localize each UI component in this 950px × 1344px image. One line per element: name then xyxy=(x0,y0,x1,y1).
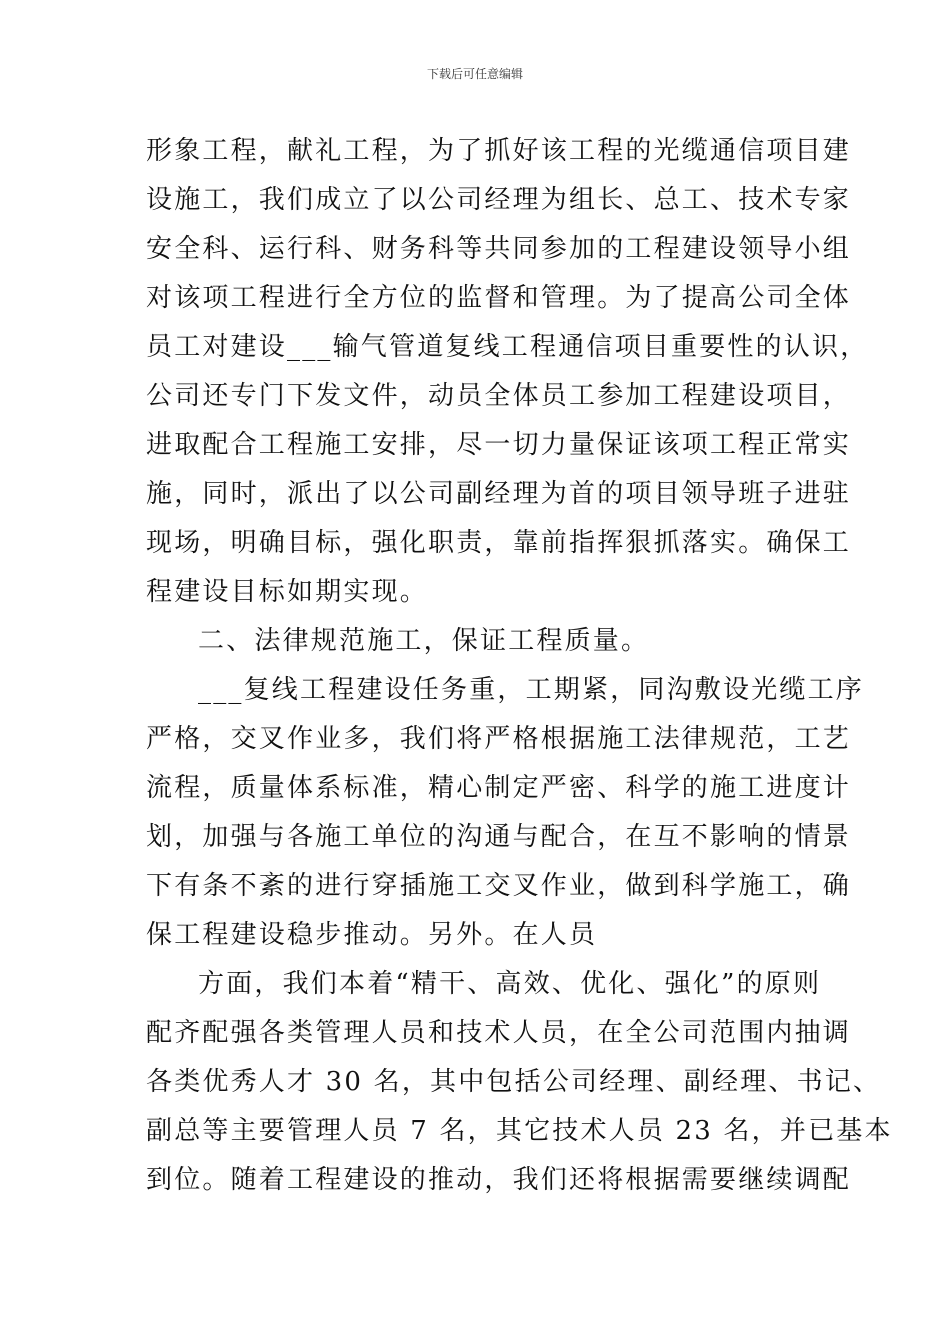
text-line: 形象工程，献礼工程，为了抓好该工程的光缆通信项目建 xyxy=(146,136,852,166)
text-line: 安全科、运行科、财务科等共同参加的工程建设领导小组 xyxy=(146,234,852,264)
text-line: 对该项工程进行全方位的监督和管理。为了提高公司全体 xyxy=(146,283,852,313)
section-heading: 二、法律规范施工，保证工程质量。 xyxy=(198,626,650,656)
text-line: 副总等主要管理人员 7 名，其它技术人员 23 名，并已基本 xyxy=(146,1116,893,1146)
text-line: 各类优秀人才 30 名，其中包括公司经理、副经理、书记、 xyxy=(146,1067,882,1097)
text-line: 进取配合工程施工安排，尽一切力量保证该项工程正常实 xyxy=(146,430,852,460)
text-line: 程建设目标如期实现。 xyxy=(146,577,429,607)
text-line: 严格，交叉作业多，我们将严格根据施工法律规范，工艺 xyxy=(146,724,852,754)
text-line: 划，加强与各施工单位的沟通与配合，在互不影响的情景 xyxy=(146,822,852,852)
text-line: 员工对建设___输气管道复线工程通信项目重要性的认识， xyxy=(146,332,869,362)
text-line: 现场，明确目标，强化职责，靠前指挥狠抓落实。确保工 xyxy=(146,528,852,558)
text-line: 配齐配强各类管理人员和技术人员，在全公司范围内抽调 xyxy=(146,1018,852,1048)
text-line: 流程，质量体系标准，精心制定严密、科学的施工进度计 xyxy=(146,773,852,803)
paragraph-start-line: ___复线工程建设任务重，工期紧，同沟敷设光缆工序 xyxy=(198,675,865,705)
page-header: 下载后可任意编辑 xyxy=(426,67,523,81)
text-line: 到位。随着工程建设的推动，我们还将根据需要继续调配 xyxy=(146,1165,852,1195)
text-line: 施，同时，派出了以公司副经理为首的项目领导班子进驻 xyxy=(146,479,852,509)
paragraph-start-line: 方面，我们本着“精干、高效、优化、强化”的原则 xyxy=(198,969,822,999)
document-body xyxy=(146,127,893,1205)
text-line: 设施工，我们成立了以公司经理为组长、总工、技术专家 xyxy=(146,185,852,215)
text-line: 保工程建设稳步推动。另外。在人员 xyxy=(146,920,598,950)
text-line: 公司还专门下发文件，动员全体员工参加工程建设项目， xyxy=(146,381,852,411)
text-line: 下有条不紊的进行穿插施工交叉作业，做到科学施工，确 xyxy=(146,871,852,901)
